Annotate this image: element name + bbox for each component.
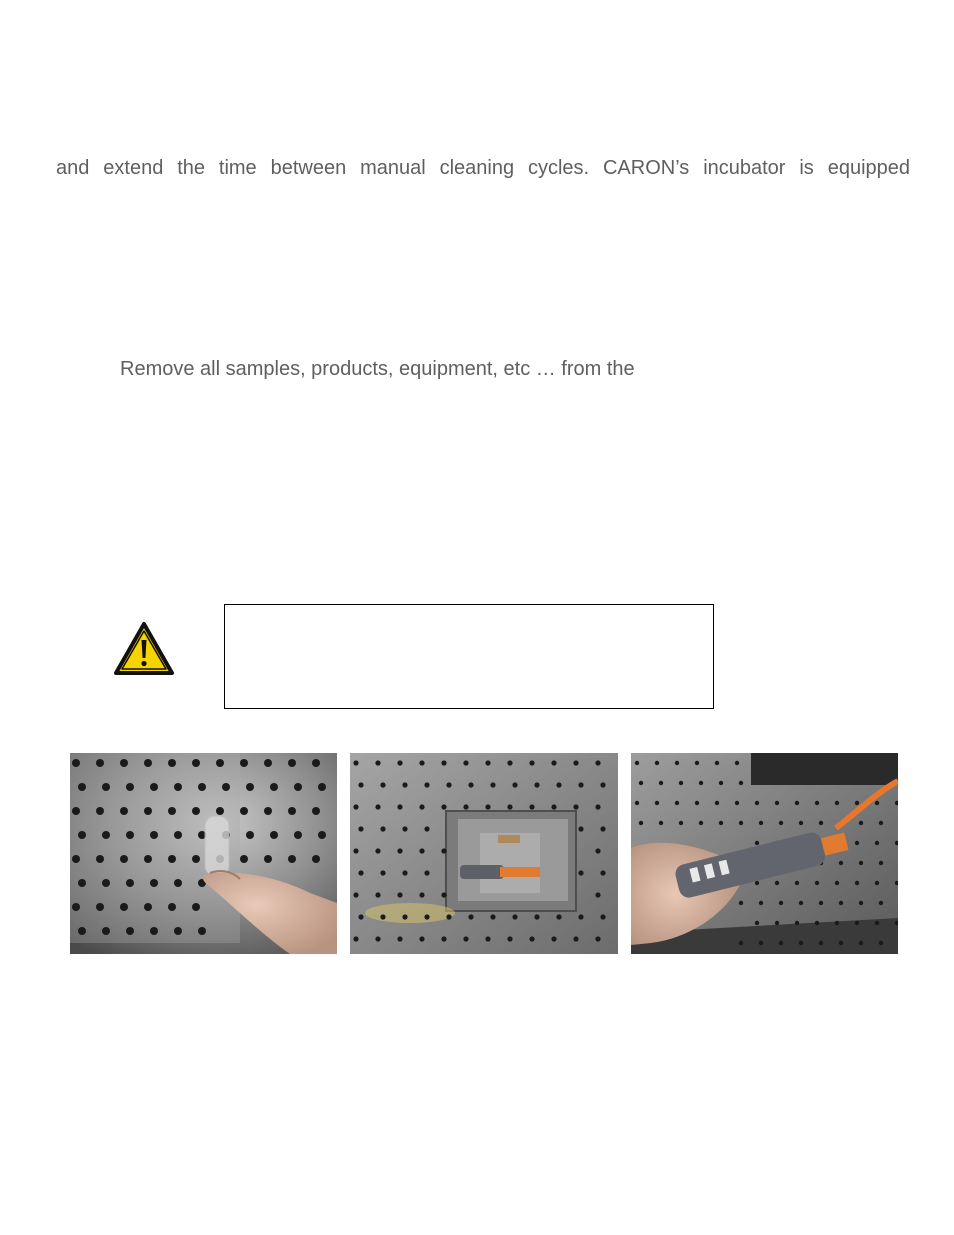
instruction-step-text: Remove all samples, products, equipment, etc … from the (120, 358, 635, 380)
photo-sensor-port-opened (350, 753, 618, 954)
body-text-line: and extend the time between manual cleaning cycles. CARON’s incubator is equipped (56, 157, 910, 179)
warning-triangle-icon (113, 621, 175, 677)
photo-hand-holding-probe (631, 753, 898, 954)
photo-finger-pressing-cover (70, 753, 337, 954)
warning-box (224, 604, 714, 709)
